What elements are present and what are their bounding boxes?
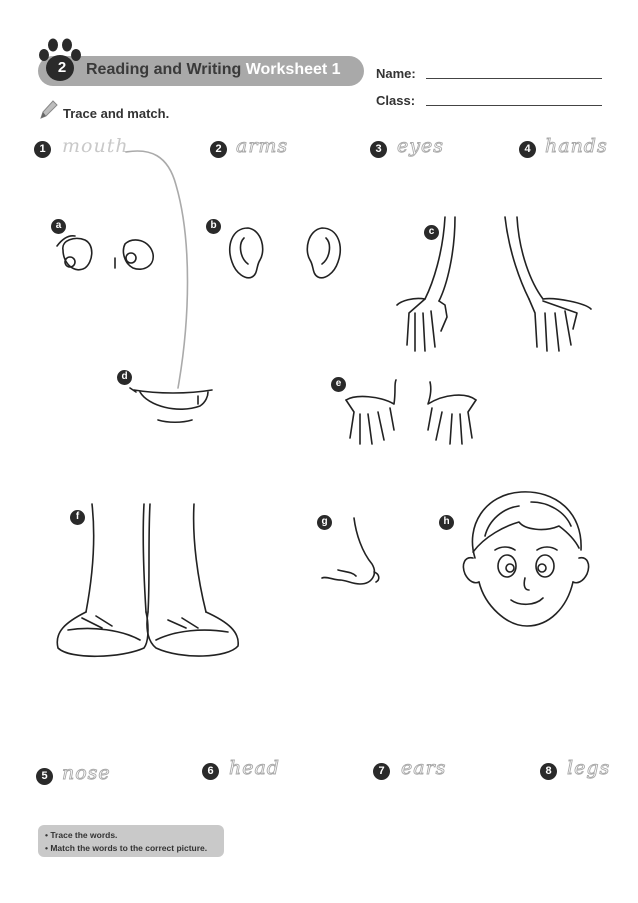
title-sub: Worksheet 1 — [245, 61, 341, 78]
word-number-7: 7 — [373, 763, 390, 780]
mouth-picture[interactable] — [128, 380, 218, 430]
nose-picture[interactable] — [316, 514, 386, 590]
title-main: Reading and Writing — [86, 61, 246, 78]
tips-box — [38, 825, 224, 857]
picture-label-e: e — [331, 377, 346, 392]
picture-label-g: g — [317, 515, 332, 530]
picture-label-d: d — [117, 370, 132, 385]
word-hands[interactable]: hands — [545, 135, 608, 157]
word-number-1: 1 — [34, 141, 51, 158]
class-label: Class: — [376, 93, 416, 108]
ears-picture[interactable] — [222, 222, 352, 284]
word-mouth[interactable]: mouth — [62, 135, 129, 157]
name-label: Name: — [376, 66, 416, 81]
word-head[interactable]: head — [229, 757, 280, 779]
picture-label-f: f — [70, 510, 85, 525]
word-number-6: 6 — [202, 763, 219, 780]
legs-picture[interactable] — [52, 500, 242, 665]
hands-picture[interactable] — [340, 378, 480, 450]
head-picture[interactable] — [455, 486, 595, 634]
word-ears[interactable]: ears — [401, 757, 447, 779]
eyes-picture[interactable] — [55, 232, 165, 277]
tip-1: • Trace the words. — [45, 830, 118, 840]
word-number-3: 3 — [370, 141, 387, 158]
instruction-text: Trace and match. — [63, 106, 170, 121]
word-number-8: 8 — [540, 763, 557, 780]
arms-picture[interactable] — [395, 213, 600, 358]
unit-number: 2 — [57, 59, 67, 76]
word-number-2: 2 — [210, 141, 227, 158]
word-arms[interactable]: arms — [236, 135, 289, 157]
word-nose[interactable]: nose — [62, 762, 111, 784]
picture-label-a: a — [51, 219, 66, 234]
picture-label-c: c — [424, 225, 439, 240]
tip-2: • Match the words to the correct picture. — [45, 843, 208, 853]
word-eyes[interactable]: eyes — [397, 135, 444, 157]
word-legs[interactable]: legs — [567, 757, 611, 779]
word-number-4: 4 — [519, 141, 536, 158]
picture-label-h: h — [439, 515, 454, 530]
picture-label-b: b — [206, 219, 221, 234]
word-number-5: 5 — [36, 768, 53, 785]
